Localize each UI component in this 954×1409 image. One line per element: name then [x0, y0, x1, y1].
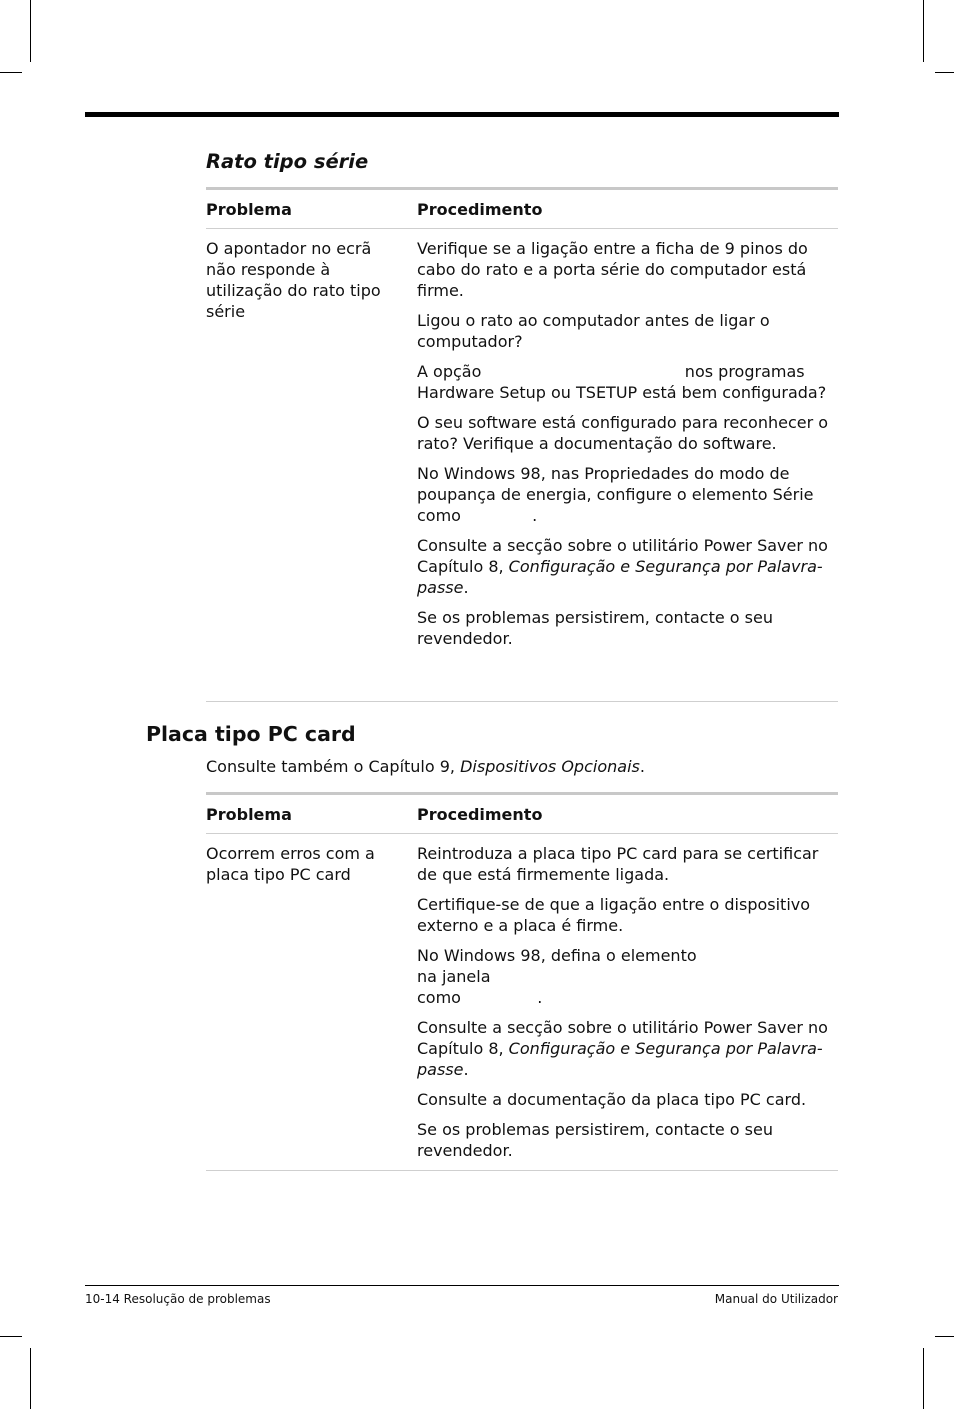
procedure-step: Verifique se a ligação entre a ficha de 9 pinos do cabo do rato e a porta série do computador está firme. [417, 239, 813, 300]
footer-manual-title: Manual do Utilizador [714, 1292, 838, 1306]
step-text: Consulte a secção sobre o utilitário Power Saver no Capítulo 8, [417, 536, 834, 576]
crop-mark [923, 0, 924, 62]
problem-cell: Ocorrem erros com a placa tipo PC card [206, 844, 375, 884]
table-row [206, 229, 838, 701]
step-text: . [463, 578, 469, 597]
footer-page-label: 10-14 Resolução de problemas [85, 1292, 271, 1306]
intro-text-start: Consulte também o Capítulo 9, [206, 757, 461, 776]
crop-mark [923, 1348, 924, 1409]
procedure-step [417, 535, 842, 598]
procedure-step: Se os problemas persistirem, contacte o seu revendedor. [417, 608, 779, 648]
procedure-step: Se os problemas persistirem, contacte o seu revendedor. [417, 1120, 779, 1160]
step-text: . [463, 1060, 469, 1079]
procedure-step: No Windows 98, nas Propriedades do modo de poupança de energia, configure o elemento Série como . [417, 464, 819, 525]
procedure-step: O seu software está configurado para reconhecer o rato? Verifique a documentação do software. [417, 413, 834, 453]
header-procedure: Procedimento [417, 200, 543, 219]
table-bottom-rule [206, 1170, 838, 1171]
table-header [206, 190, 838, 228]
problem-cell: O apontador no ecrã não responde à utilização do rato tipo série [206, 239, 381, 321]
header-problem: Problema [206, 805, 292, 824]
troubleshooting-table-pc-card [206, 792, 838, 1171]
table-header [206, 795, 838, 833]
intro-text-end: . [639, 757, 645, 776]
crop-mark [935, 72, 954, 73]
step-text: Consulte a secção sobre o utilitário Power Saver no Capítulo 8, [417, 1018, 834, 1058]
footer-rule [85, 1285, 839, 1286]
intro-text [206, 757, 645, 776]
crop-mark [0, 72, 22, 73]
chapter-reference: Dispositivos Opcionais [460, 757, 640, 776]
procedure-cell [417, 238, 842, 658]
crop-mark [935, 1336, 954, 1337]
table-row [206, 834, 838, 1170]
header-rule [85, 112, 839, 117]
table-bottom-rule [206, 701, 838, 702]
procedure-step: A opção nos programas Hardware Setup ou TSETUP está bem configurada? [417, 362, 827, 402]
procedure-step: Reintroduza a placa tipo PC card para se certificar de que está firmemente ligada. [417, 844, 824, 884]
procedure-step: Certifique-se de que a ligação entre o dispositivo externo e a placa é firme. [417, 895, 816, 935]
troubleshooting-table-serial-mouse [206, 187, 838, 702]
procedure-step [417, 1017, 842, 1080]
crop-mark [30, 1348, 31, 1409]
subsection-title: Rato tipo série [206, 150, 369, 173]
procedure-cell [417, 843, 842, 1170]
header-problem: Problema [206, 200, 292, 219]
section-title: Placa tipo PC card [146, 722, 356, 746]
procedure-step: Ligou o rato ao computador antes de ligar o computador? [417, 311, 775, 351]
procedure-step: Consulte a documentação da placa tipo PC card. [417, 1090, 807, 1109]
chapter-reference: Configuração e Segurança por Palavra-passe [417, 557, 823, 597]
crop-mark [30, 0, 31, 62]
header-procedure: Procedimento [417, 805, 543, 824]
chapter-reference: Configuração e Segurança por Palavra-passe [417, 1039, 823, 1079]
procedure-step: No Windows 98, defina o elemento na janela como . [417, 946, 697, 1007]
crop-mark [0, 1336, 22, 1337]
